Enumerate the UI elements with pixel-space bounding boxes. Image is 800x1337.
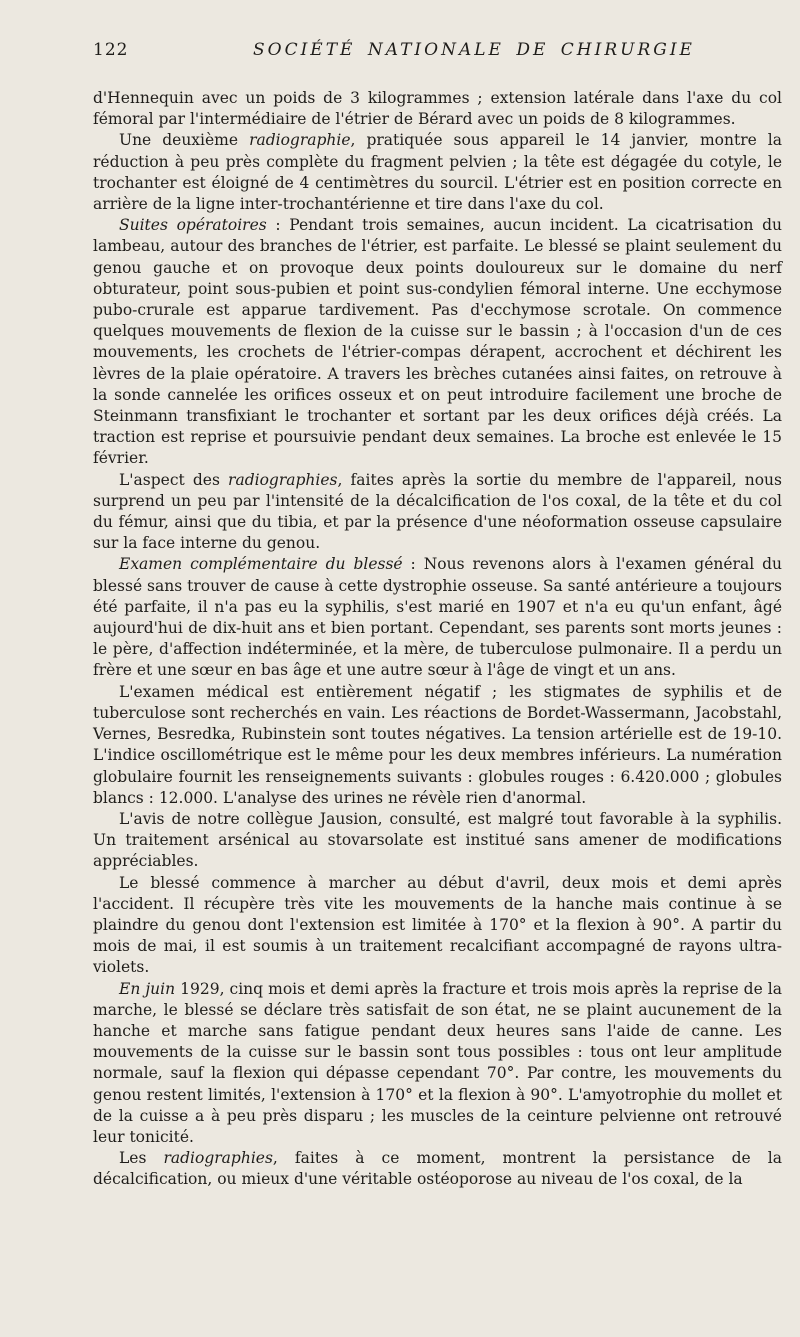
paragraph-3-text: : Pendant trois semaines, aucun incident. La cicatrisation du lambeau, autour des branches de l'étrier, est parfaite. Le blessé se plaint seulement du genou gauche et on provoque deux points douloureux sur le domaine du nerf obturateur, point sous-pubien et point sus-condylien fémoral interne. Une ecchymose pubo-crurale est apparue tardivement. Pas d'ecchymose scrotale. On commence quelques mouvements de flexion de la cuisse sur le bassin ; à l'occasion d'un de ces mouvements, les crochets de l'étrier-compas dérapent, accrochent et déchirent les lèvres de la plaie opératoire. A travers les brèches cutanées ainsi faites, on retrouve à la sonde cannelée les orifices osseux et on peut introduire facilement une broche de Steinmann transfixiant le trochanter et sortant par les deux orifices déjà créés. La traction est reprise et poursuivie pendant deux semaines. La broche est enlevée le 15 février. <box>93 216 782 468</box>
paragraph-4-text: , faites après la sortie du membre de l'appareil, nous surprend un peu par l'intensité de la décalcification de l'os coxal, de la tête et du col du fémur, ainsi que du tibia, et par la présence d'une néoformation osseuse capsulaire sur la face interne du genou. <box>93 470 782 553</box>
paragraph-10 <box>93 1148 782 1190</box>
paragraph-9 <box>93 979 782 1149</box>
paragraph-2-text: , pratiquée sous appareil le 14 janvier, montre la réduction à peu près complète du fragment pelvien ; la tête est dégagée du cotyle, le trochanter est éloigné de 4 centimètres du sourcil. L'étrier est en position correcte en arrière de la ligne inter-trochantérienne et tire dans l'axe du col. <box>93 131 782 214</box>
paragraph-10-text: , faites à ce moment, montrent la persistance de la décalcification, ou mieux d'une véritable ostéoporose au niveau de l'os coxal, de la <box>93 1149 782 1189</box>
paragraph-10-italic: radiographies <box>163 1149 273 1168</box>
paragraph-7-lead: L'avis de notre collègue Jausion, consulté, est malgré tout favorable à la syphilis. Un traitement arsénical au stovarsolate est institué sans amener de modifications appréciables. <box>93 809 782 871</box>
page-number: 122 <box>93 40 129 60</box>
paragraph-7 <box>93 809 782 873</box>
paragraph-5 <box>93 554 782 681</box>
paragraph-8 <box>93 873 782 979</box>
paragraph-2-lead: Une deuxième <box>119 131 250 150</box>
paragraph-6 <box>93 682 782 809</box>
paragraph-5-text: : Nous revenons alors à l'examen général du blessé sans trouver de cause à cette dystrophie osseuse. Sa santé antérieure a toujours été parfaite, il n'a pas eu la syphilis, s'est marié en 1907 et n'a eu qu'un enfant, âgé aujourd'hui de dix-huit ans et bien portant. Cependant, ses parents sont morts jeunes : le père, d'affection indéterminée, et la mère, de tuberculose pulmonaire. Il a perdu un frère et une sœur en bas âge et une autre sœur à l'âge de vingt et un ans. <box>93 555 782 680</box>
page-header <box>93 40 782 70</box>
paragraph-8-lead: Le blessé commence à marcher au début d'avril, deux mois et demi après l'accident. Il récupère très vite les mouvements de la hanche mais continue à se plaindre du genou dont l'extension est limitée à 170° et la flexion à 90°. A partir du mois de mai, il est soumis à un traitement recalcifiant accompagné de rayons ultra-violets. <box>93 873 782 977</box>
paragraph-2-italic: radiographie <box>249 131 351 150</box>
running-title: SOCIÉTÉ NATIONALE DE CHIRURGIE <box>253 40 695 60</box>
paragraph-1-text: d'Hennequin avec un poids de 3 kilogrammes ; extension latérale dans l'axe du col fémoral par l'intermédiaire de l'étrier de Bérard avec un poids de 8 kilogrammes. <box>93 89 782 129</box>
paragraph-5-italic: Examen complémentaire du blessé <box>119 555 403 574</box>
paragraph-4-italic: radiographies <box>228 470 338 489</box>
paragraph-3-italic: Suites opératoires <box>119 216 267 235</box>
paragraph-4 <box>93 470 782 555</box>
paragraph-9-italic: En juin <box>119 979 176 998</box>
article-body <box>93 88 782 1191</box>
paragraph-9-text: 1929, cinq mois et demi après la fracture et trois mois après la reprise de la marche, le blessé se déclare très satisfait de son état, ne se plaint aucunement de la hanche et marche sans fatigue pendant deux heures sans l'aide de canne. Les mouvements de la cuisse sur le bassin sont tous possibles : tous ont leur amplitude normale, sauf la flexion qui dépasse cependant 70°. Par contre, les mouvements du genou restent limités, l'extension à 170° et la flexion à 90°. L'amyotrophie du mollet et de la cuisse a à peu près disparu ; les muscles de la ceinture pelvienne ont retrouvé leur tonicité. <box>93 979 783 1146</box>
paragraph-1 <box>93 88 782 130</box>
paragraph-4-lead: L'aspect des <box>119 470 229 489</box>
paragraph-6-lead: L'examen médical est entièrement négatif ; les stigmates de syphilis et de tuberculose sont recherchés en vain. Les réactions de Bordet-Wassermann, Jacobstahl, Vernes, Besredka, Rubinstein sont toutes négatives. La tension artérielle est de 19-10. L'indice oscillométrique est le même pour les deux membres inférieurs. La numération globulaire fournit les renseignements suivants : globules rouges : 6.420.000 ; globules blancs : 12.000. L'analyse des urines ne révèle rien d'anormal. <box>93 682 782 807</box>
paragraph-2 <box>93 130 782 215</box>
paragraph-10-lead: Les <box>119 1149 164 1168</box>
paragraph-3 <box>93 215 782 469</box>
